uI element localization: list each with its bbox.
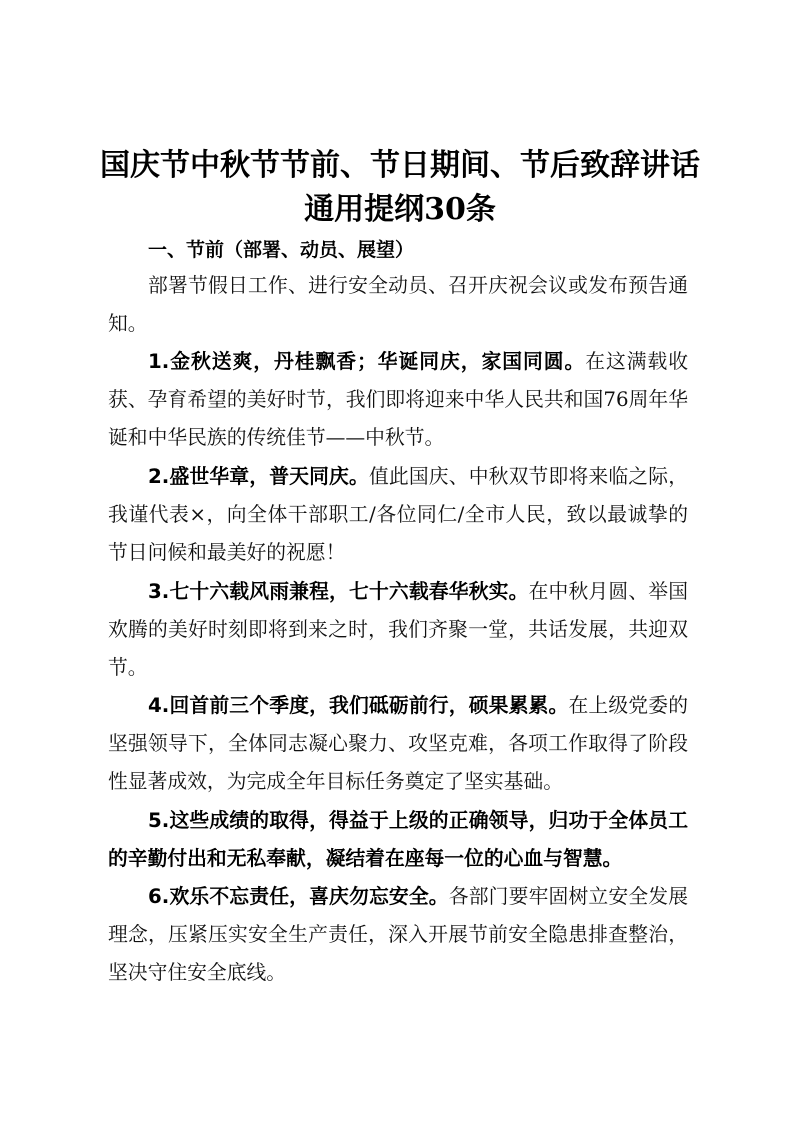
- list-item: [108, 802, 688, 878]
- item-lead: 6.欢乐不忘责任，喜庆勿忘安全。: [148, 885, 449, 908]
- document-title-line-2: 通用提纲30条: [304, 192, 496, 227]
- list-item: [108, 573, 688, 688]
- list-item: [108, 878, 688, 993]
- item-lead: 3.七十六载风雨兼程，七十六载春华秋实。: [148, 580, 529, 603]
- list-item: [108, 687, 688, 802]
- item-lead: 2.盛世华章，普天同庆。: [148, 465, 369, 488]
- item-body: 在中秋月圆、举国欢腾的美好时刻即将到来之时，我们齐聚一堂，共话发展，共迎双节。: [108, 580, 688, 680]
- list-item: [108, 458, 688, 573]
- item-body: 在这满载收获、孕育希望的美好时节，我们即将迎来中华人民共和国76周年华诞和中华民族的传统佳节——中秋节。: [108, 350, 688, 450]
- intro-paragraph: 部署节假日工作、进行安全动员、召开庆祝会议或发布预告通知。: [108, 274, 688, 336]
- item-lead: 5.这些成绩的取得，得益于上级的正确领导，归功于全体员工的辛勤付出和无私奉献，凝结着在座每一位的心血与智慧。: [108, 809, 688, 871]
- item-lead: 4.回首前三个季度，我们砥砺前行，硕果累累。: [148, 694, 569, 717]
- document-title-line-1: 国庆节中秋节节前、节日期间、节后致辞讲话: [100, 148, 700, 183]
- item-body: 在上级党委的坚强领导下，全体同志凝心聚力、攻坚克难，各项工作取得了阶段性显著成效，为完成全年目标任务奠定了坚实基础。: [108, 694, 688, 794]
- list-item: [108, 343, 688, 458]
- item-body: 各部门要牢固树立安全发展理念，压紧压实安全生产责任，深入开展节前安全隐患排查整治，坚决守住安全底线。: [108, 885, 688, 985]
- item-lead: 1.金秋送爽，丹桂飘香；华诞同庆，家国同圆。: [148, 350, 586, 373]
- item-body: 值此国庆、中秋双节即将来临之际，我谨代表×，向全体干部职工/各位同仁/全市人民，致以最诚挚的节日问候和最美好的祝愿！: [108, 465, 688, 565]
- section-heading: 一、节前（部署、动员、展望）: [148, 239, 415, 261]
